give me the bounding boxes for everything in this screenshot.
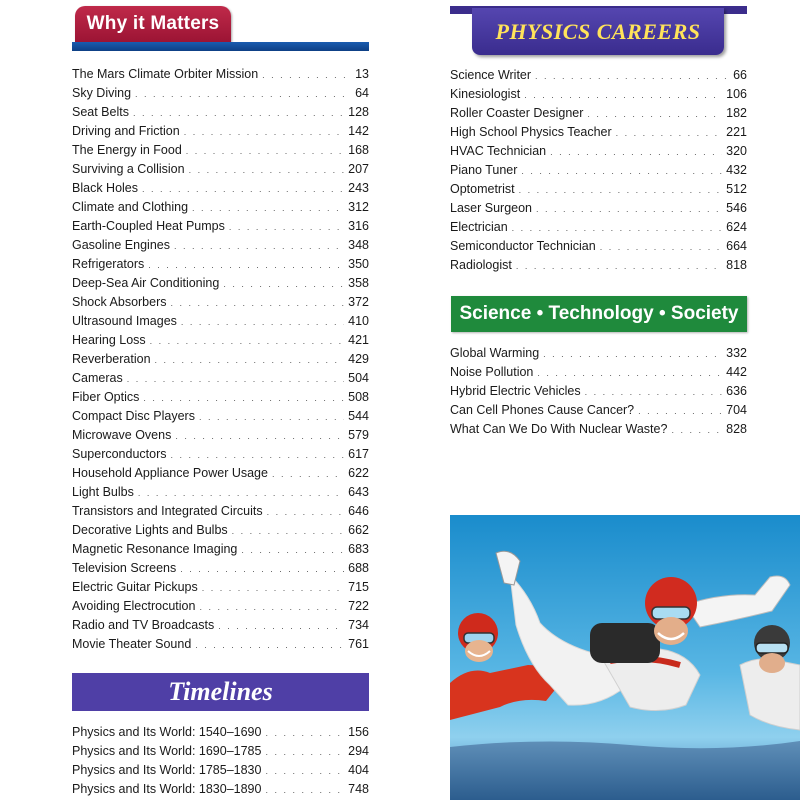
why-it-matters-list — [72, 65, 369, 654]
toc-entry — [72, 350, 369, 369]
toc-entry-title: Radio and TV Broadcasts — [72, 618, 215, 632]
toc-entry-title: What Can We Do With Nuclear Waste? — [450, 422, 668, 436]
toc-entry — [450, 237, 747, 256]
toc-entry-page: 432 — [726, 163, 747, 177]
toc-entry — [450, 256, 747, 275]
toc-entry — [72, 217, 369, 236]
toc-entry — [450, 85, 747, 104]
dot-leader — [189, 161, 345, 180]
dot-leader — [181, 313, 344, 332]
toc-entry-page: 512 — [726, 182, 747, 196]
toc-entry-page: 142 — [348, 124, 369, 138]
toc-entry-title: Sky Diving — [72, 86, 132, 100]
toc-entry-page: 546 — [726, 201, 747, 215]
dot-leader — [262, 66, 351, 85]
science-technology-society-list — [450, 344, 747, 439]
toc-entry — [450, 180, 747, 199]
toc-entry-title: Reverberation — [72, 352, 151, 366]
dot-leader — [543, 345, 722, 364]
toc-entry — [72, 65, 369, 84]
dot-leader — [587, 105, 722, 124]
toc-entry-title: Movie Theater Sound — [72, 637, 192, 651]
toc-entry-page: 421 — [348, 333, 369, 347]
toc-entry — [450, 199, 747, 218]
toc-entry-title: The Mars Climate Orbiter Mission — [72, 67, 259, 81]
toc-entry-title: Climate and Clothing — [72, 200, 189, 214]
toc-entry-page: 622 — [348, 466, 369, 480]
dot-leader — [142, 180, 344, 199]
dot-leader — [174, 237, 344, 256]
toc-entry — [450, 218, 747, 237]
toc-entry-page: 544 — [348, 409, 369, 423]
dot-leader — [265, 724, 344, 743]
toc-entry — [72, 521, 369, 540]
toc-entry — [72, 426, 369, 445]
dot-leader — [133, 104, 344, 123]
toc-entry — [72, 198, 369, 217]
why-it-matters-rule — [72, 42, 369, 51]
toc-entry-title: Radiologist — [450, 258, 512, 272]
toc-entry-title: Laser Surgeon — [450, 201, 533, 215]
dot-leader — [171, 294, 345, 313]
toc-entry-page: 748 — [348, 782, 369, 796]
toc-entry-title: Science Writer — [450, 68, 532, 82]
toc-entry-page: 348 — [348, 238, 369, 252]
dot-leader — [155, 351, 345, 370]
toc-entry-page: 404 — [348, 763, 369, 777]
toc-entry-page: 429 — [348, 352, 369, 366]
toc-entry-title: Earth-Coupled Heat Pumps — [72, 219, 225, 233]
toc-entry-title: Driving and Friction — [72, 124, 180, 138]
toc-entry-page: 818 — [726, 258, 747, 272]
toc-entry-title: Global Warming — [450, 346, 540, 360]
toc-entry-title: Decorative Lights and Bulbs — [72, 523, 228, 537]
toc-entry — [72, 255, 369, 274]
toc-entry-title: Kinesiologist — [450, 87, 521, 101]
dot-leader — [265, 781, 344, 800]
toc-entry-page: 636 — [726, 384, 747, 398]
toc-entry-page: 828 — [726, 422, 747, 436]
dot-leader — [512, 219, 722, 238]
dot-leader — [171, 446, 345, 465]
toc-entry-page: 168 — [348, 143, 369, 157]
toc-entry-page: 294 — [348, 744, 369, 758]
toc-entry-title: Physics and Its World: 1540–1690 — [72, 725, 262, 739]
toc-entry-title: Deep-Sea Air Conditioning — [72, 276, 220, 290]
dot-leader — [148, 256, 344, 275]
why-it-matters-heading: Why it Matters — [75, 6, 231, 42]
toc-entry-page: 410 — [348, 314, 369, 328]
skydiving-photo — [450, 515, 800, 800]
dot-leader — [229, 218, 344, 237]
toc-entry-page: 683 — [348, 542, 369, 556]
toc-entry-page: 358 — [348, 276, 369, 290]
dot-leader — [241, 541, 344, 560]
toc-entry-title: High School Physics Teacher — [450, 125, 612, 139]
toc-entry-title: Piano Tuner — [450, 163, 518, 177]
toc-entry — [72, 616, 369, 635]
toc-entry-title: Ultrasound Images — [72, 314, 177, 328]
toc-entry — [72, 141, 369, 160]
toc-entry-page: 704 — [726, 403, 747, 417]
dot-leader — [150, 332, 344, 351]
toc-entry — [72, 179, 369, 198]
toc-entry-title: Black Holes — [72, 181, 138, 195]
toc-entry-page: 688 — [348, 561, 369, 575]
toc-entry-page: 128 — [348, 105, 369, 119]
dot-leader — [265, 743, 344, 762]
toc-entry — [72, 723, 369, 742]
toc-entry — [450, 382, 747, 401]
toc-entry — [72, 274, 369, 293]
dot-leader — [265, 762, 344, 781]
toc-entry — [450, 123, 747, 142]
toc-entry-title: The Energy in Food — [72, 143, 182, 157]
toc-entry-page: 662 — [348, 523, 369, 537]
toc-entry-page: 646 — [348, 504, 369, 518]
toc-entry — [72, 407, 369, 426]
toc-entry-page: 312 — [348, 200, 369, 214]
dot-leader — [199, 408, 344, 427]
toc-entry-title: Physics and Its World: 1690–1785 — [72, 744, 262, 758]
toc-entry — [450, 66, 747, 85]
toc-entry-title: Electric Guitar Pickups — [72, 580, 198, 594]
dot-leader — [524, 86, 722, 105]
physics-careers-heading: PHYSICS CAREERS — [472, 8, 724, 55]
toc-entry-title: Superconductors — [72, 447, 167, 461]
toc-entry — [72, 780, 369, 799]
toc-entry-page: 332 — [726, 346, 747, 360]
toc-entry — [72, 483, 369, 502]
toc-entry-title: Shock Absorbers — [72, 295, 167, 309]
toc-entry — [450, 363, 747, 382]
dot-leader — [638, 402, 722, 421]
toc-entry-page: 372 — [348, 295, 369, 309]
toc-entry-title: Hearing Loss — [72, 333, 146, 347]
toc-entry-page: 761 — [348, 637, 369, 651]
toc-entry-page: 182 — [726, 106, 747, 120]
toc-entry-page: 664 — [726, 239, 747, 253]
dot-leader — [535, 67, 729, 86]
dot-leader — [536, 200, 722, 219]
dot-leader — [267, 503, 345, 522]
toc-entry — [450, 142, 747, 161]
toc-entry-page: 316 — [348, 219, 369, 233]
toc-entry-title: Transistors and Integrated Circuits — [72, 504, 263, 518]
toc-entry-title: Microwave Ovens — [72, 428, 172, 442]
dot-leader — [616, 124, 722, 143]
toc-entry-page: 617 — [348, 447, 369, 461]
ground-horizon — [450, 741, 800, 800]
toc-entry — [450, 104, 747, 123]
toc-entry-page: 221 — [726, 125, 747, 139]
toc-entry-page: 722 — [348, 599, 369, 613]
toc-entry-title: Roller Coaster Designer — [450, 106, 584, 120]
dot-leader — [138, 484, 344, 503]
dot-leader — [550, 143, 722, 162]
toc-entry-title: Surviving a Collision — [72, 162, 185, 176]
toc-entry — [450, 344, 747, 363]
timelines-list — [72, 723, 369, 799]
toc-entry-title: Gasoline Engines — [72, 238, 170, 252]
toc-entry — [72, 761, 369, 780]
physics-careers-list — [450, 66, 747, 275]
dot-leader — [202, 579, 344, 598]
toc-entry-title: HVAC Technician — [450, 144, 547, 158]
dot-leader — [184, 123, 344, 142]
dot-leader — [143, 389, 344, 408]
toc-entry-title: Hybrid Electric Vehicles — [450, 384, 581, 398]
toc-entry — [72, 597, 369, 616]
toc-entry — [72, 122, 369, 141]
toc-entry-title: Can Cell Phones Cause Cancer? — [450, 403, 635, 417]
toc-entry-title: Compact Disc Players — [72, 409, 195, 423]
dot-leader — [135, 85, 351, 104]
toc-entry — [72, 236, 369, 255]
toc-entry — [450, 161, 747, 180]
toc-entry-title: Household Appliance Power Usage — [72, 466, 268, 480]
science-technology-society-heading: Science • Technology • Society — [451, 296, 747, 332]
toc-entry-page: 624 — [726, 220, 747, 234]
toc-entry-title: Seat Belts — [72, 105, 129, 119]
dot-leader — [585, 383, 723, 402]
toc-entry — [72, 559, 369, 578]
timelines-heading: Timelines — [72, 673, 369, 711]
toc-entry-page: 207 — [348, 162, 369, 176]
toc-entry-page: 504 — [348, 371, 369, 385]
toc-entry — [72, 312, 369, 331]
toc-entry-page: 508 — [348, 390, 369, 404]
toc-entry — [72, 388, 369, 407]
dot-leader — [186, 142, 344, 161]
dot-leader — [272, 465, 344, 484]
dot-leader — [199, 598, 344, 617]
toc-entry-title: Noise Pollution — [450, 365, 534, 379]
toc-entry-page: 320 — [726, 144, 747, 158]
dot-leader — [519, 181, 723, 200]
toc-entry-title: Avoiding Electrocution — [72, 599, 196, 613]
toc-entry — [72, 578, 369, 597]
dot-leader — [223, 275, 344, 294]
toc-entry — [72, 635, 369, 654]
toc-entry-page: 106 — [726, 87, 747, 101]
toc-entry-page: 579 — [348, 428, 369, 442]
toc-entry-title: Refrigerators — [72, 257, 145, 271]
toc-entry-page: 243 — [348, 181, 369, 195]
toc-entry-page: 442 — [726, 365, 747, 379]
toc-entry — [72, 369, 369, 388]
toc-entry-title: Light Bulbs — [72, 485, 134, 499]
dot-leader — [192, 199, 344, 218]
toc-entry — [72, 742, 369, 761]
toc-entry — [72, 84, 369, 103]
toc-entry-title: Physics and Its World: 1785–1830 — [72, 763, 262, 777]
toc-entry-title: Physics and Its World: 1830–1890 — [72, 782, 262, 796]
toc-entry-title: Magnetic Resonance Imaging — [72, 542, 238, 556]
toc-entry-page: 715 — [348, 580, 369, 594]
dot-leader — [180, 560, 344, 579]
toc-entry-title: Optometrist — [450, 182, 515, 196]
toc-entry — [72, 331, 369, 350]
toc-entry — [72, 103, 369, 122]
toc-entry-page: 734 — [348, 618, 369, 632]
dot-leader — [600, 238, 722, 257]
dot-leader — [175, 427, 344, 446]
toc-entry — [72, 502, 369, 521]
toc-entry-title: Cameras — [72, 371, 123, 385]
toc-entry — [450, 401, 747, 420]
toc-entry-page: 643 — [348, 485, 369, 499]
dot-leader — [516, 257, 722, 276]
toc-entry — [450, 420, 747, 439]
toc-entry-page: 64 — [355, 86, 369, 100]
dot-leader — [671, 421, 722, 440]
toc-entry-title: Semiconductor Technician — [450, 239, 596, 253]
toc-entry — [72, 464, 369, 483]
toc-entry — [72, 293, 369, 312]
dot-leader — [127, 370, 344, 389]
toc-entry-page: 66 — [733, 68, 747, 82]
dot-leader — [521, 162, 722, 181]
toc-entry-title: Electrician — [450, 220, 508, 234]
toc-entry-title: Fiber Optics — [72, 390, 140, 404]
dot-leader — [195, 636, 344, 655]
toc-entry-page: 350 — [348, 257, 369, 271]
toc-entry-title: Television Screens — [72, 561, 177, 575]
toc-entry-page: 156 — [348, 725, 369, 739]
toc-entry — [72, 445, 369, 464]
dot-leader — [232, 522, 344, 541]
toc-entry-page: 13 — [355, 67, 369, 81]
dot-leader — [218, 617, 344, 636]
toc-entry — [72, 160, 369, 179]
dot-leader — [537, 364, 722, 383]
toc-entry — [72, 540, 369, 559]
